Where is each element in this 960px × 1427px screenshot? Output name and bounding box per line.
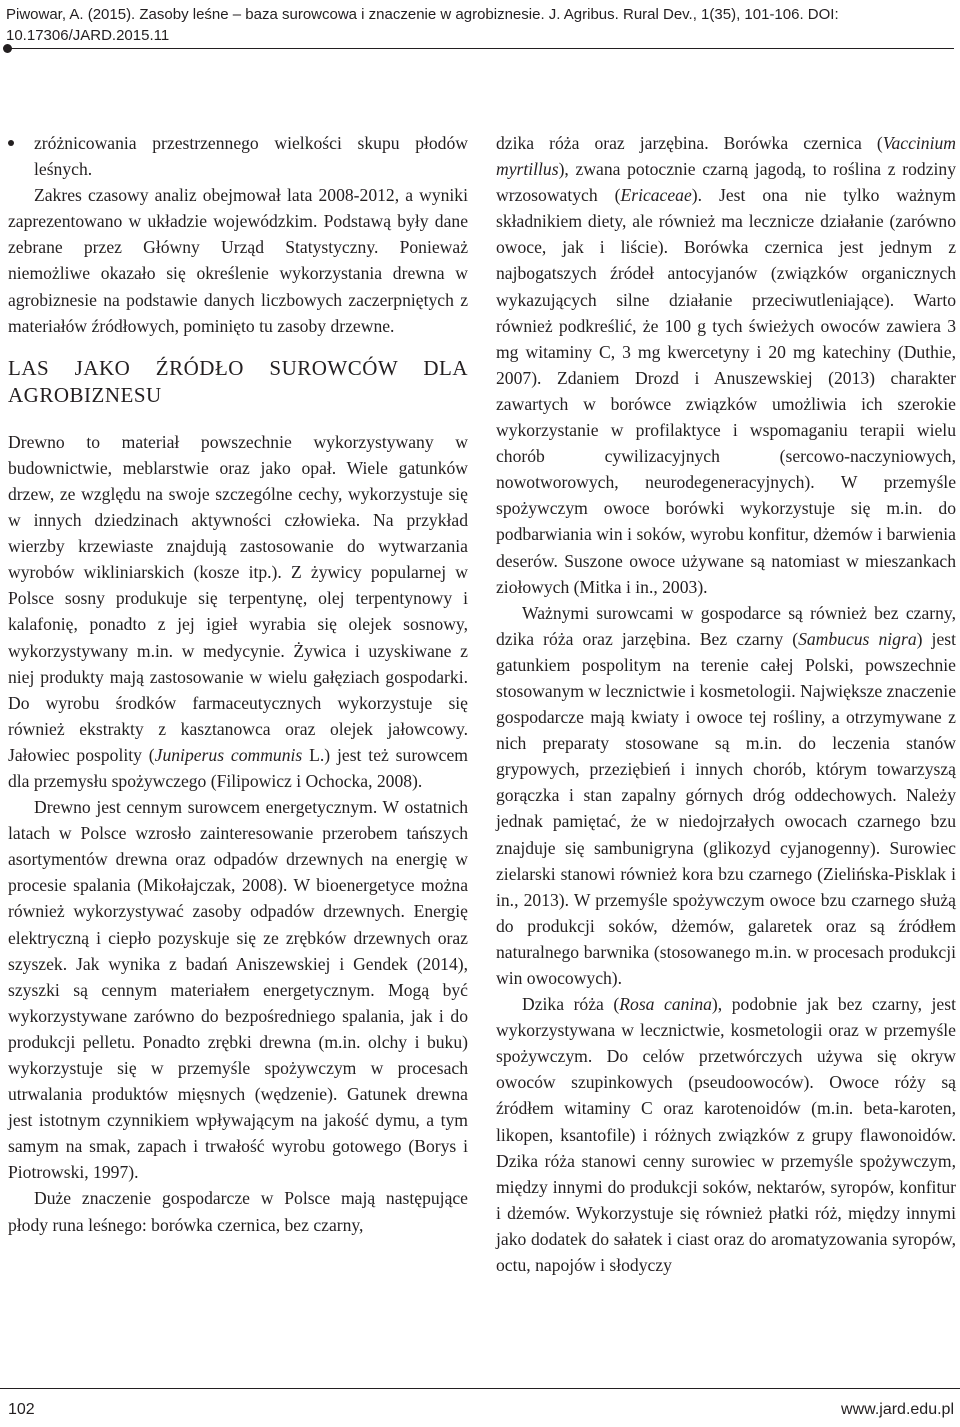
species-name: Rosa canina [619, 994, 712, 1015]
right-column [496, 130, 956, 1278]
paragraph-text: ). Jest ona nie tylko ważnym składnikiem diety, ale również ma lecznicze działanie (zarówno owoce, jak i liście). Borówka czernica jest jednym z najbogatszych źródeł antocyjanów (związków organicznych wykazujących silne działanie przeciwutleniające). Warto również podkreślić, że 100 g tych świeżych owoców zawiera 3 mg witaminy C, 3 mg kwercetyny i 20 mg katechiny (Duthie, 2007). Zdaniem Drozd i Anuszewskiej (2013) charakter zawartych w borówce związków umożliwia ich szerokie wykorzystanie w profilaktyce i wspomaganiu terapii wielu chorób cywilizacyjnych (sercowo-naczyniowych, nowotworowych, neurodegeneracyjnych). W przemyśle spożywczym owoce borówki wykorzystuje się m.in. do podbarwiania win i soków, wyrobu konfitur, dżemów i barwienia deserów. Suszone owoce używane są natomiast w mieszankach ziołowych (Mitka i in., 2003). [496, 185, 956, 597]
paragraph-text: Ważnymi surowcami w gospodarce są również bez czarny, dzika róża oraz jarzębina. Bez czarny ( [496, 602, 956, 649]
paragraph: Drewno jest cennym surowcem energetycznym. W ostatnich latach w Polsce wzrosło zainteresowanie przerobem tańszych asortymentów drewna oraz odpadów drzewnych na energię w procesie spalania (Mikołajczak, 2008). W bioenergetyce można również wykorzystywać zasoby odpadów drzewnych. Energię elektryczną i ciepło pozyskuje się ze zrębków drzewnych oraz szyszek. Jak wynika z badań Aniszewskiej i Gendek (2014), szyszki są cennym materiałem energetycznym. Mogą być wykorzystywane zarówno do bezpośredniego spalania, jak i do produkcji pelletu. Ponadto zrębki drewna (m.in. olchy i buku) wykorzystuje się w przemyśle spożywczym w procesach utrwalania produktów mięsnych (wędzenie). Gatunek drewna jest istotnym czynnikiem wpływającym na jakość dymu, a tym samym na smak, zapach i trwałość wyrobu gotowego (Borys i Piotrowski, 1997). [8, 797, 468, 1183]
family-name: Ericaceae [620, 185, 692, 206]
paragraph: Zakres czasowy analiz obejmował lata 2008-2012, a wyniki zaprezentowano w układzie wojewódzkim. Podstawą były dane zebrane przez Główny Urząd Statystyczny. Ponieważ niemożliwe okazało się określenie wykorzystania drewna w agrobiznesie na podstawie danych liczbowych zaczerpniętych z materiałów źródłowych, pominięto tu zasoby drzewne. [8, 185, 468, 336]
left-column [8, 130, 468, 1238]
paragraph [496, 130, 956, 600]
paragraph-text: Drewno to materiał powszechnie wykorzystywany w budownictwie, meblarstwie oraz jako opał. Wiele gatunków drzew, ze względu na swoje szczególne cechy, wykorzystuje się w innych dziedzinach aktywności człowieka. Na przykład wierzby krzewiaste znajdują zastosowanie do wytwarzania wyrobów wikliniarskich (kosze itp.). Z żywicy popularnej w Polsce sosny produkuje się terpentynę, olej terpentynowy i kalafonię, ponadto z jej igieł wyrabia się olejek sosnowy, wykorzystywany m.in. w medycynie. Żywica i uzyskiwane z niej produkty mają zastosowanie w wielu gałęziach gospodarki. Do wyrobu środków farmaceutycznych wykorzystuje się również ekstrakty z kasztanowca oraz olejek jałowcowy. Jałowiec pospolity ( [8, 431, 468, 765]
header-rule [6, 48, 954, 49]
bullet-list-item [8, 130, 468, 182]
paragraph [8, 429, 468, 794]
paragraph-text: ), zwana potocznie czarną jagodą, to roślina z rodziny wrzosowatych ( [496, 159, 956, 206]
bullet-text: zróżnicowania przestrzennego wielkości skupu płodów leśnych. [34, 133, 468, 180]
paragraph [496, 991, 956, 1278]
footer-rule [0, 1388, 960, 1389]
paragraph-text: Dzika róża ( [522, 994, 620, 1015]
paragraph-text: ), podobnie jak bez czarny, jest wykorzystywana w lecznictwie, kosmetologii oraz w przemyśle spożywczym. Do celów przetwórczych używa się okryw owoców szupinkowych (pseudoowoców). Owoce róży są źródłem witaminy C oraz karotenoidów (m.in. beta-karoten, likopen, ksantofile) i różnych związków z grupy flawonoidów. Dzika róża stanowi cenny surowiec w przemyśle spożywczym, między innymi do produkcji soków, nektarów, syropów, konfitur i dżemów. Wykorzystuje się również płatki róż, między innymi jako dodatek do sałatek i ciast oraz do aromatyzowania syropów, octu, napojów i słodyczy [496, 994, 956, 1276]
paragraph: Duże znaczenie gospodarcze w Polsce mają następujące płody runa leśnego: borówka czernica, bez czarny, [8, 1188, 468, 1235]
section-heading: LAS JAKO ŹRÓDŁO SUROWCÓW DLA AGROBIZNESU [8, 355, 468, 407]
paragraph [496, 600, 956, 991]
paragraph-text: dzika róża oraz jarzębina. Borówka czernica ( [496, 133, 883, 153]
species-name: Juniperus communis [154, 744, 303, 765]
paragraph-text: ) jest gatunkiem pospolitym na terenie całej Polski, powszechnie stosowanym w lecznictwie i kosmetologii. Największe znaczenie gospodarcze mają kwiaty i owoce tej rośliny, a otrzymywane z nich preparaty stosowane są m.in. do leczenia stanów grypowych, przeziębień i innych chorób, którym towarzyszą gorączka i stan zapalny górnych dróg oddechowych. Należy jednak pamiętać, że w niedojrzałych owocach czarnego bzu znajduje się sambunigryna (glikozyd cyjanogenny). Surowiec zielarski stanowi również kora bzu czarnego (Zielińska-Pisklak i in., 2013). W przemyśle spożywczym owoce bzu czarnego służą do produkcji soków, dżemów, galaretek oraz są źródłem naturalnego barwnika (stosowanego m.in. w procesach produkcji win owocowych). [496, 628, 956, 988]
paragraph-text: L.) jest też surowcem dla przemysłu spożywczego (Filipowicz i Ochocka, 2008). [8, 744, 468, 791]
species-name: Sambucus nigra [798, 628, 917, 649]
journal-website: www.jard.edu.pl [841, 1401, 954, 1418]
species-name: Vaccinium myrtillus [496, 133, 956, 180]
page-number: 102 [8, 1401, 35, 1418]
bullet-icon [8, 140, 14, 146]
running-header: Piwowar, A. (2015). Zasoby leśne – baza surowcowa i znaczenie w agrobiznesie. J. Agribus. Rural Dev., 1(35), 101-106. DOI: 10.17306/JARD.2015.11 [6, 6, 839, 44]
